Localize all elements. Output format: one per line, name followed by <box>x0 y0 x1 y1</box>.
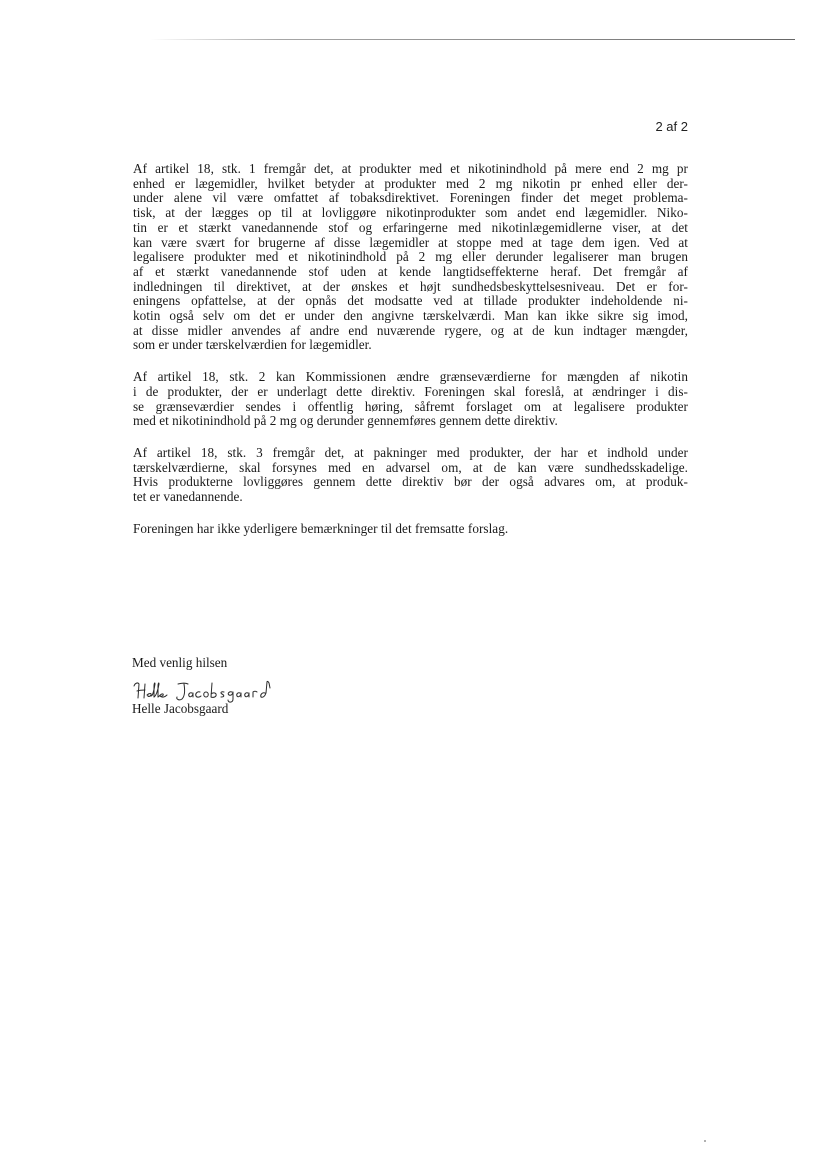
scan-edge-line <box>150 39 795 40</box>
text-line: enhed er lægemidler, hvilket betyder at produkter med 2 mg nikotin pr enhed eller der- <box>133 175 688 191</box>
text-line: af et stærkt vanedannende stof uden at kende langtidseffekterne heraf. Det fremgår af <box>133 263 688 279</box>
text-line: at disse midler anvendes af andre end nuværende rygere, og at de kun indtager mængder, <box>133 322 688 338</box>
letter-body <box>133 162 688 553</box>
text-line: tet er vanedannende. <box>133 489 243 505</box>
text-line: med et nikotinindhold på 2 mg og derunder gennemføres gennem dette direktiv. <box>133 413 558 429</box>
page-number: 2 af 2 <box>655 119 688 134</box>
text-line: i de produkter, der er underlagt dette direktiv. Foreningen skal foreslå, at ændringer i dis- <box>133 383 688 399</box>
text-line: eningens opfattelse, at der opnås det modsatte ved at tillade produkter indeholdende ni- <box>133 293 688 309</box>
text-line: tin er et stærkt vanedannende stof og erfaringerne med nikotinlægemidlerne viser, at det <box>133 219 688 235</box>
scan-speck <box>704 1140 706 1142</box>
text-line: som er under tærskelværdien for lægemidler. <box>133 337 372 353</box>
text-line: se grænseværdier sendes i offentlig høring, såfremt forslaget om at legalisere produkter <box>133 398 688 414</box>
text-line: Af artikel 18, stk. 2 kan Kommissionen ændre grænseværdierne for mængden af nikotin <box>133 369 688 385</box>
text-line: Af artikel 18, stk. 3 fremgår det, at pakninger med produkter, der har et indhold under <box>133 444 688 460</box>
paragraph-final-remark <box>133 522 688 537</box>
text-line: indledningen til direktivet, at der ønskes et højt sundhedsbeskyttelsesniveau. Det er for- <box>133 278 688 294</box>
paragraph-article-18-stk-2 <box>133 370 688 429</box>
paragraph-article-18-stk-3 <box>133 446 688 505</box>
paragraph-article-18-stk-1 <box>133 162 688 353</box>
text-line: Af artikel 18, stk. 1 fremgår det, at produkter med et nikotinindhold på mere end 2 mg pr <box>133 161 688 176</box>
text-line: kan være svært for brugerne af disse lægemidler at stoppe med at tage dem igen. Ved at <box>133 234 688 250</box>
text-line: tærskelværdierne, skal forsynes med en advarsel om, at de kan være sundhedsskadelige. <box>133 459 688 475</box>
text-line: Foreningen har ikke yderligere bemærkninger til det fremsatte forslag. <box>133 520 509 536</box>
text-line: Hvis produkterne lovliggøres gennem dette direktiv bør der også advares om, at produk- <box>133 474 688 490</box>
text-line: under alene vil være omfattet af tobaksdirektivet. Foreningen finder det meget problema- <box>133 190 688 206</box>
signer-name: Helle Jacobsgaard <box>132 701 229 716</box>
text-line: tisk, at der lægges op til at lovliggøre nikotinprodukter som andet end lægemidler. Niko- <box>133 205 688 221</box>
text-line: kotin også selv om det er under den angivne tærskelværdi. Man kan ikke sikre sig imod, <box>133 308 688 324</box>
text-line: legalisere produkter med et nikotinindhold på 2 mg eller derunder legaliserer man brugen <box>133 249 688 265</box>
closing-salutation: Med venlig hilsen <box>132 655 228 670</box>
